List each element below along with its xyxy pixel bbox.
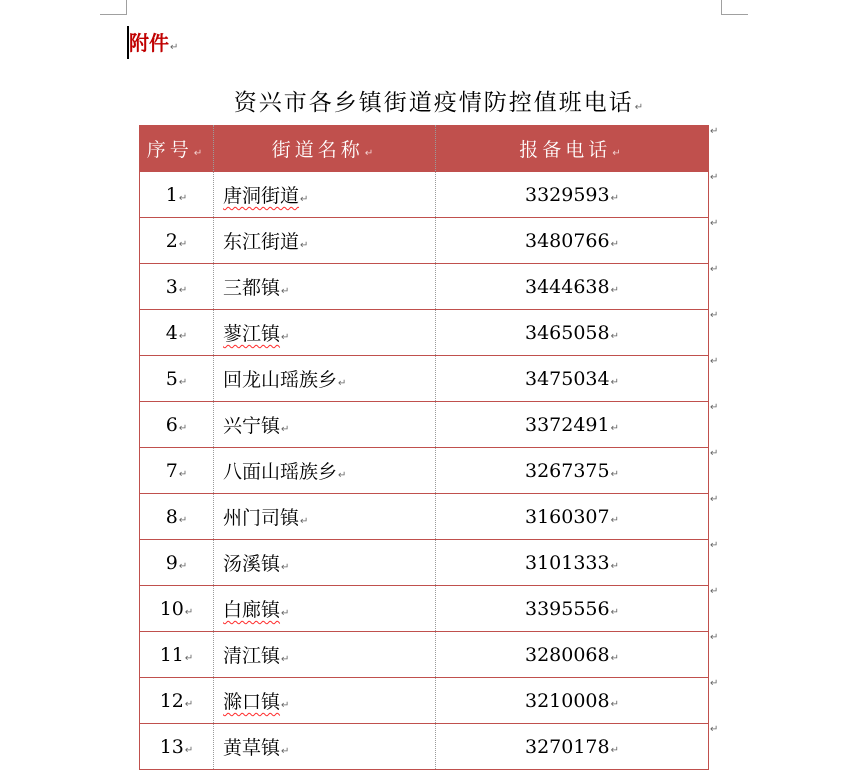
phone-number: 3270178 — [524, 735, 610, 758]
header-cell-name[interactable] — [214, 125, 436, 172]
row-number: 11 — [159, 643, 184, 666]
cell-mark-icon: ↵ — [610, 560, 619, 572]
town-name: 汤溪镇 — [223, 553, 281, 575]
town-name: 清江镇 — [223, 645, 281, 667]
document-title[interactable] — [0, 84, 845, 117]
cell-mark-icon: ↵ — [281, 700, 290, 711]
cell-mark-icon: ↵ — [610, 698, 619, 710]
phone-number: 3101333 — [524, 551, 610, 574]
phone-cell[interactable] — [436, 678, 709, 724]
cell-mark-icon: ↵ — [300, 516, 309, 527]
name-cell[interactable] — [214, 402, 436, 448]
table-row — [140, 678, 709, 724]
town-name: 滁口镇 — [223, 691, 281, 713]
cell-mark-icon: ↵ — [178, 376, 188, 388]
cell-mark-icon: ↵ — [281, 654, 290, 665]
name-cell[interactable] — [214, 448, 436, 494]
number-cell[interactable] — [140, 356, 214, 402]
town-name: 黄草镇 — [223, 737, 281, 759]
cell-mark-icon: ↵ — [281, 608, 290, 619]
name-cell[interactable] — [214, 356, 436, 402]
header-cell-number[interactable] — [140, 125, 214, 172]
row-number: 1 — [165, 183, 178, 206]
name-cell[interactable] — [214, 678, 436, 724]
row-number: 9 — [165, 551, 178, 574]
cell-mark-icon: ↵ — [610, 376, 619, 388]
number-cell[interactable] — [140, 724, 214, 770]
cell-mark-icon: ↵ — [184, 744, 194, 756]
town-name: 蓼江镇 — [223, 323, 281, 345]
phone-number: 3329593 — [524, 183, 610, 206]
phone-cell[interactable] — [436, 632, 709, 678]
number-cell[interactable] — [140, 310, 214, 356]
phone-cell[interactable] — [436, 356, 709, 402]
row-number: 13 — [159, 735, 184, 758]
attachment-label-text: 附件 — [129, 31, 169, 55]
number-cell[interactable] — [140, 586, 214, 632]
number-cell[interactable] — [140, 218, 214, 264]
cell-mark-icon: ↵ — [281, 424, 290, 435]
header-number-label: 序号 — [146, 138, 193, 161]
row-end-mark-icon: ↵ — [710, 724, 719, 735]
phone-cell[interactable] — [436, 724, 709, 770]
row-end-mark-icon: ↵ — [710, 632, 719, 643]
table-row — [140, 310, 709, 356]
phone-number: 3280068 — [524, 643, 610, 666]
table-row — [140, 172, 709, 218]
cell-mark-icon: ↵ — [610, 652, 619, 664]
row-number: 12 — [159, 689, 184, 712]
cell-mark-icon: ↵ — [300, 194, 309, 205]
cell-mark-icon: ↵ — [338, 470, 347, 481]
cell-mark-icon: ↵ — [610, 238, 619, 250]
phone-cell[interactable] — [436, 586, 709, 632]
row-number: 7 — [165, 459, 178, 482]
town-name: 三都镇 — [223, 277, 281, 299]
town-name: 州门司镇 — [223, 507, 300, 529]
cell-mark-icon: ↵ — [300, 240, 309, 251]
cell-mark-icon: ↵ — [610, 468, 619, 480]
page-corner-mark-right — [721, 0, 748, 15]
row-number: 6 — [165, 413, 178, 436]
phone-number: 3395556 — [524, 597, 610, 620]
cell-mark-icon: ↵ — [178, 192, 188, 204]
table-row — [140, 586, 709, 632]
row-end-mark-icon: ↵ — [710, 678, 719, 689]
table-header-row — [140, 125, 709, 172]
phone-number: 3465058 — [524, 321, 610, 344]
cell-mark-icon: ↵ — [610, 422, 619, 434]
cell-mark-icon: ↵ — [610, 606, 619, 618]
cell-mark-icon: ↵ — [610, 192, 619, 204]
number-cell[interactable] — [140, 678, 214, 724]
cell-mark-icon: ↵ — [610, 330, 619, 342]
cell-mark-icon: ↵ — [281, 562, 290, 573]
table-row — [140, 724, 709, 770]
phone-number: 3210008 — [524, 689, 610, 712]
table-row — [140, 356, 709, 402]
phone-cell[interactable] — [436, 402, 709, 448]
row-end-mark-icon: ↵ — [710, 356, 719, 367]
cell-mark-icon: ↵ — [610, 284, 619, 296]
number-cell[interactable] — [140, 632, 214, 678]
number-cell[interactable] — [140, 402, 214, 448]
town-name: 唐洞街道 — [223, 185, 300, 207]
phone-number: 3160307 — [524, 505, 610, 528]
cell-mark-icon: ↵ — [184, 698, 194, 710]
name-cell[interactable] — [214, 264, 436, 310]
number-cell[interactable] — [140, 448, 214, 494]
row-end-mark-icon: ↵ — [710, 126, 719, 137]
row-end-mark-icon: ↵ — [710, 586, 719, 597]
number-cell[interactable] — [140, 540, 214, 586]
row-number: 8 — [165, 505, 178, 528]
cell-mark-icon: ↵ — [178, 514, 188, 526]
phone-cell[interactable] — [436, 172, 709, 218]
cell-mark-icon: ↵ — [281, 332, 290, 343]
row-end-mark-icon: ↵ — [710, 172, 719, 183]
number-cell[interactable] — [140, 264, 214, 310]
table-row — [140, 402, 709, 448]
cell-mark-icon: ↵ — [178, 284, 188, 296]
document-title-text: 资兴市各乡镇街道疫情防控值班电话 — [233, 90, 634, 116]
cell-mark-icon: ↵ — [281, 286, 290, 297]
header-cell-phone[interactable] — [436, 125, 709, 172]
cell-mark-icon: ↵ — [610, 744, 619, 756]
phone-cell[interactable] — [436, 494, 709, 540]
phone-number: 3475034 — [524, 367, 610, 390]
row-end-mark-icon: ↵ — [710, 264, 719, 275]
name-cell[interactable] — [214, 540, 436, 586]
row-end-mark-icon: ↵ — [710, 310, 719, 321]
phone-cell[interactable] — [436, 218, 709, 264]
name-cell[interactable] — [214, 724, 436, 770]
table-row — [140, 218, 709, 264]
row-number: 10 — [159, 597, 184, 620]
phone-number: 3480766 — [524, 229, 610, 252]
cell-mark-icon: ↵ — [184, 606, 194, 618]
phone-cell[interactable] — [436, 448, 709, 494]
cell-mark-icon: ↵ — [178, 422, 188, 434]
phone-number: 3444638 — [524, 275, 610, 298]
row-number: 5 — [165, 367, 178, 390]
attachment-label[interactable] — [129, 27, 178, 56]
cell-mark-icon: ↵ — [612, 147, 625, 159]
row-number: 3 — [165, 275, 178, 298]
row-end-mark-icon: ↵ — [710, 448, 719, 459]
row-number: 2 — [165, 229, 178, 252]
cell-mark-icon: ↵ — [338, 378, 347, 389]
table-row — [140, 632, 709, 678]
cell-mark-icon: ↵ — [178, 330, 188, 342]
paragraph-mark-icon: ↵ — [634, 102, 646, 113]
phone-cell[interactable] — [436, 310, 709, 356]
name-cell[interactable] — [214, 494, 436, 540]
table-row — [140, 448, 709, 494]
table-row — [140, 494, 709, 540]
phone-number: 3267375 — [524, 459, 610, 482]
number-cell[interactable] — [140, 494, 214, 540]
name-cell[interactable] — [214, 586, 436, 632]
town-name: 白廊镇 — [223, 599, 281, 621]
cell-mark-icon: ↵ — [184, 652, 194, 664]
name-cell[interactable] — [214, 632, 436, 678]
cell-mark-icon: ↵ — [178, 560, 188, 572]
row-number: 4 — [165, 321, 178, 344]
phone-cell[interactable] — [436, 264, 709, 310]
row-end-mark-icon: ↵ — [710, 540, 719, 551]
table-row — [140, 264, 709, 310]
table-row — [140, 540, 709, 586]
paragraph-mark-icon: ↵ — [170, 42, 179, 53]
cell-mark-icon: ↵ — [178, 238, 188, 250]
cell-mark-icon: ↵ — [364, 147, 378, 159]
cell-mark-icon: ↵ — [178, 468, 188, 480]
cell-mark-icon: ↵ — [193, 147, 207, 159]
name-cell[interactable] — [214, 218, 436, 264]
town-name: 八面山瑶族乡 — [223, 461, 338, 483]
cell-mark-icon: ↵ — [281, 746, 290, 757]
phone-number: 3372491 — [524, 413, 610, 436]
row-end-mark-icon: ↵ — [710, 494, 719, 505]
header-phone-label: 报备电话 — [519, 138, 612, 161]
page-corner-mark-left — [100, 0, 127, 15]
duty-phone-table[interactable] — [139, 125, 709, 770]
name-cell[interactable] — [214, 172, 436, 218]
number-cell[interactable] — [140, 172, 214, 218]
name-cell[interactable] — [214, 310, 436, 356]
row-end-mark-icon: ↵ — [710, 218, 719, 229]
phone-cell[interactable] — [436, 540, 709, 586]
row-end-mark-icon: ↵ — [710, 402, 719, 413]
town-name: 回龙山瑶族乡 — [223, 369, 338, 391]
cell-mark-icon: ↵ — [610, 514, 619, 526]
town-name: 兴宁镇 — [223, 415, 281, 437]
town-name: 东江街道 — [223, 231, 300, 253]
header-name-label: 街道名称 — [271, 138, 364, 161]
